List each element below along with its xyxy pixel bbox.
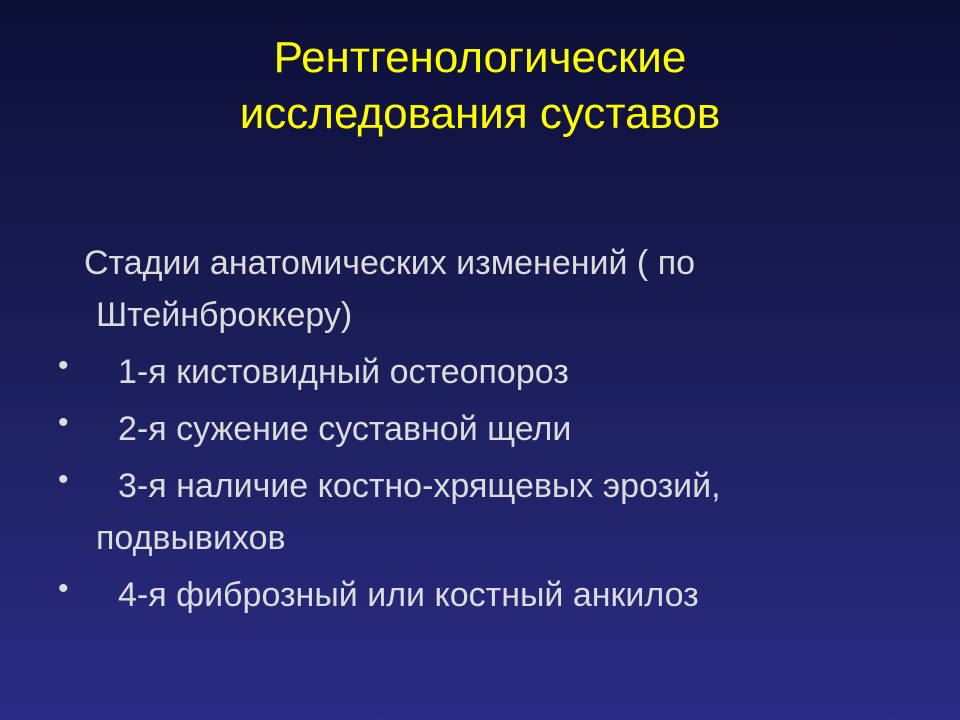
stage-list	[60, 346, 920, 621]
bullet-icon: •	[58, 463, 69, 496]
stage-item-2	[60, 403, 920, 455]
stage-item-text: 2-я сужение суставной щели	[118, 410, 572, 448]
slide-title	[80, 30, 880, 142]
stage-item-1	[60, 346, 920, 398]
stage-item-3	[60, 460, 920, 564]
bullet-icon: •	[58, 349, 69, 382]
intro-line-2: Штейнброккеру)	[96, 296, 353, 334]
slide-content	[60, 237, 920, 626]
slide-title-line-1: Рентгенологические	[273, 33, 687, 82]
slide-title-line-2: исследования суставов	[239, 89, 721, 138]
intro-line-1: Стадии анатомических изменений ( по	[84, 244, 696, 282]
stage-item-4	[60, 569, 920, 621]
stage-item-text-continuation: подвывихов	[96, 519, 286, 557]
intro-paragraph	[60, 237, 920, 341]
stage-item-text: 1-я кистовидный остеопороз	[118, 353, 569, 391]
bullet-icon: •	[58, 406, 69, 439]
stage-item-text: 3-я наличие костно-хрящевых эрозий,	[118, 467, 721, 505]
bullet-icon: •	[58, 572, 69, 605]
stage-item-text: 4-я фиброзный или костный анкилоз	[118, 576, 699, 614]
